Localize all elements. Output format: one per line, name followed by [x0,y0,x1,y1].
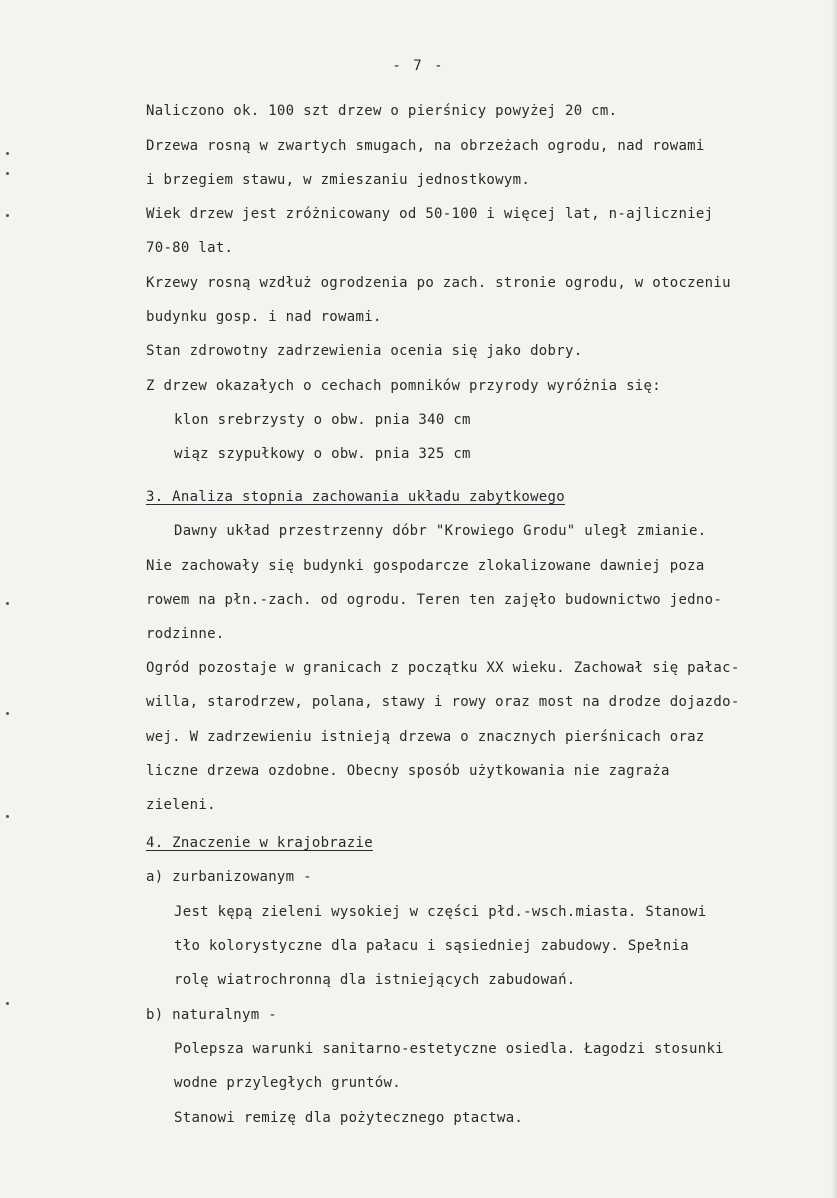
text-line: wej. W zadrzewieniu istnieją drzewa o znacznych pierśnicach oraz [146,729,705,745]
text-line: klon srebrzysty o obw. pnia 340 cm [174,412,471,428]
text-line: Nie zachowały się budynki gospodarcze zlokalizowane dawniej poza [146,558,705,574]
text-line: wodne przyległych gruntów. [174,1075,401,1091]
text-line: Wiek drzew jest zróżnicowany od 50-100 i więcej lat, n-ajliczniej [146,206,714,222]
margin-mark [6,214,9,217]
text-line: Drzewa rosną w zwartych smugach, na obrzeżach ogrodu, nad rowami [146,138,705,154]
text-line: willa, starodrzew, polana, stawy i rowy oraz most na drodze dojazdo- [146,694,740,710]
page-edge-shadow [831,0,837,1198]
text-line: rolę wiatrochronną dla istniejących zabudowań. [174,972,576,988]
margin-mark [6,712,9,715]
margin-mark [6,1002,9,1005]
text-line: Dawny układ przestrzenny dóbr "Krowiego Grodu" uległ zmianie. [174,523,707,539]
text-line: zieleni. [146,797,216,813]
text-line: wiąz szypułkowy o obw. pnia 325 cm [174,446,471,462]
text-line: budynku gosp. i nad rowami. [146,309,382,325]
section-heading: 4. Znaczenie w krajobrazie [146,835,373,851]
margin-mark [6,815,9,818]
text-line: rowem na płn.-zach. od ogrodu. Teren ten zajęło budownictwo jedno- [146,592,723,608]
text-line: Z drzew okazałych o cechach pomników przyrody wyróżnia się: [146,378,661,394]
text-line: Naliczono ok. 100 szt drzew o pierśnicy powyżej 20 cm. [146,103,618,119]
text-line: Polepsza warunki sanitarno-estetyczne osiedla. Łagodzi stosunki [174,1041,724,1057]
text-line: i brzegiem stawu, w zmieszaniu jednostkowym. [146,172,531,188]
text-line: tło kolorystyczne dla pałacu i sąsiedniej zabudowy. Spełnia [174,938,689,954]
text-line: Stan zdrowotny zadrzewienia ocenia się jako dobry. [146,343,583,359]
text-line: a) zurbanizowanym - [146,869,312,885]
text-line: liczne drzewa ozdobne. Obecny sposób użytkowania nie zagraża [146,763,670,779]
page-number: - 7 - [392,58,445,74]
text-line: Krzewy rosną wzdłuż ogrodzenia po zach. stronie ogrodu, w otoczeniu [146,275,731,291]
margin-mark [6,172,9,175]
section-heading: 3. Analiza stopnia zachowania układu zabytkowego [146,489,565,505]
text-line: rodzinne. [146,626,225,642]
margin-mark [6,602,9,605]
text-line: Ogród pozostaje w granicach z początku XX wieku. Zachował się pałac- [146,660,740,676]
text-line: Jest kępą zieleni wysokiej w części płd.-wsch.miasta. Stanowi [174,904,707,920]
margin-mark [6,152,9,155]
text-line: b) naturalnym - [146,1007,277,1023]
text-line: 70-80 lat. [146,240,234,256]
text-line: Stanowi remizę dla pożytecznego ptactwa. [174,1110,524,1126]
